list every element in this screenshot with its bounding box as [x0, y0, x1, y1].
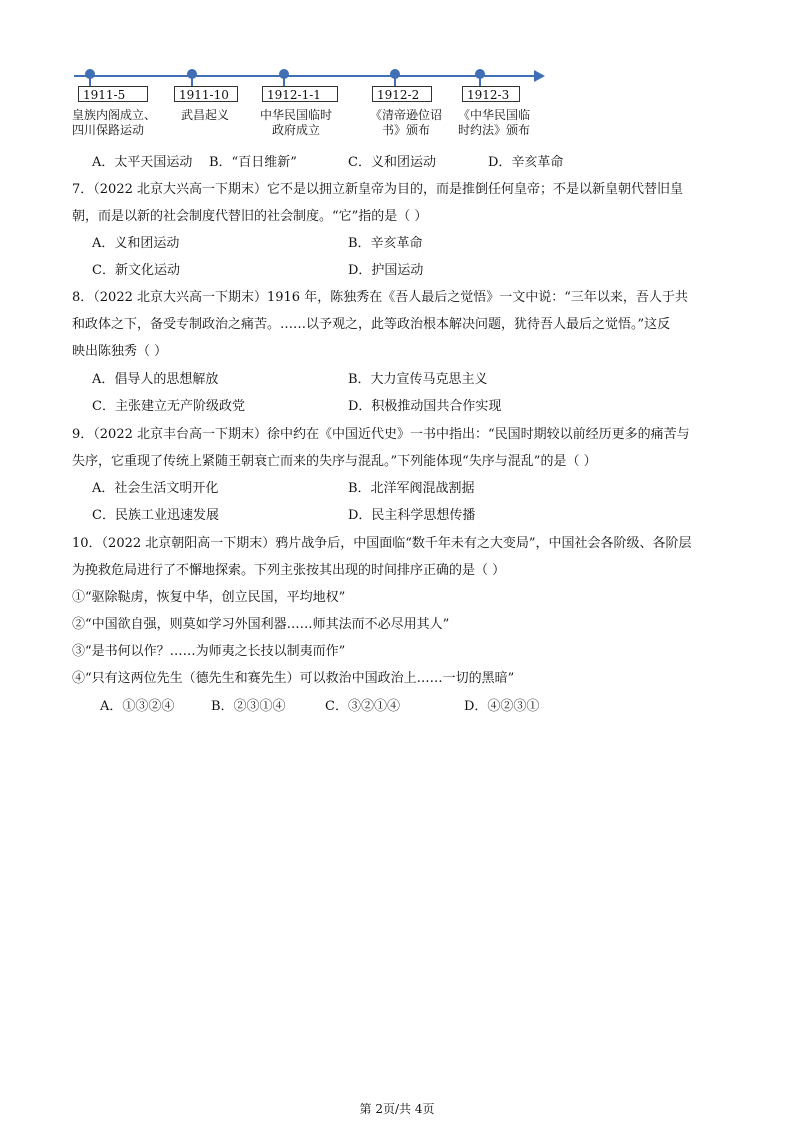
q8-stem-line: 映出陈独秀（ ）	[72, 344, 168, 359]
timeline-date-box: 1911-5	[78, 86, 148, 102]
q10-stem-line: 10．（2022 北京朝阳高一下期末）鸦片战争后，中国面临“数千年未有之大变局”，中国社会各阶级、各阶层	[72, 536, 692, 551]
timeline-diagram	[70, 62, 550, 162]
q10-option-a: A．①③②④	[100, 699, 175, 714]
timeline-stem	[191, 76, 193, 86]
timeline-event-label-line: 时约法》颁布	[457, 123, 530, 137]
q9-option-b: B．北洋军阀混战割据	[348, 481, 475, 496]
q6-option-c: C．义和团运动	[348, 155, 436, 170]
q9-option-d: D．民主科学思想传播	[348, 508, 476, 523]
q7-option-b: B．辛亥革命	[348, 236, 423, 251]
timeline-event-label	[250, 108, 342, 138]
timeline-stem	[283, 76, 285, 86]
timeline-stem	[89, 76, 91, 86]
timeline-date-box: 1912-1-1	[262, 86, 338, 102]
q8-stem-line: 8．（2022 北京大兴高一下期末）1916 年，陈独秀在《吾人最后之觉悟》一文中说：“三年以来，吾人于共	[72, 290, 688, 305]
timeline-stem	[479, 76, 481, 86]
q10-item-1: ①“驱除鞑虏，恢复中华，创立民国，平均地权”	[72, 590, 346, 605]
q9-stem-line: 9．（2022 北京丰台高一下期末）徐中约在《中国近代史》一书中指出：“民国时期较以前经历更多的痛苦与	[72, 427, 690, 442]
q8-option-b: B．大力宣传马克思主义	[348, 372, 488, 387]
q6-option-d: D．辛亥革命	[488, 155, 564, 170]
timeline-event-label-line: 书》颁布	[381, 123, 430, 137]
timeline-date-box: 1912-2	[372, 86, 432, 102]
q7-option-a: A．义和团运动	[92, 236, 180, 251]
timeline-event-label-line: 四川保路运动	[72, 123, 145, 137]
q7-stem-line: 7．（2022 北京大兴高一下期末）它不是以拥立新皇帝为目的，而是推倒任何皇帝；不是以新皇朝代替旧皇	[72, 182, 683, 197]
q8-option-d: D．积极推动国共合作实现	[348, 399, 502, 414]
timeline-event-label-line: 武昌起义	[180, 108, 229, 122]
timeline-event-label	[446, 108, 542, 138]
q7-stem-line: 朝，而是以新的社会制度代替旧的社会制度。“它”指的是（ ）	[72, 209, 428, 224]
q9-option-c: C．民族工业迅速发展	[92, 508, 219, 523]
timeline-axis	[74, 75, 538, 77]
q9-option-a: A．社会生活文明开化	[92, 481, 219, 496]
q10-option-b: B．②③①④	[211, 699, 286, 714]
timeline-event-label	[360, 108, 452, 138]
q6-option-b: B．“百日维新”	[209, 155, 297, 170]
timeline-stem	[394, 76, 396, 86]
q10-item-2: ②“中国欲自强，则莫如学习外国利器……师其法而不必尽用其人”	[72, 617, 450, 632]
timeline-date-box: 1911-10	[174, 86, 238, 102]
timeline-event-label-line: 政府成立	[271, 123, 320, 137]
timeline-event-label	[170, 108, 240, 123]
q7-option-c: C．新文化运动	[92, 263, 180, 278]
q10-item-4: ④“只有这两位先生（德先生和赛先生）可以救治中国政治上……一切的黑暗”	[72, 671, 515, 686]
timeline-event-label-line: 中华民国临时	[259, 108, 332, 122]
q7-option-d: D．护国运动	[348, 263, 424, 278]
q10-option-d: D．④②③①	[464, 699, 540, 714]
timeline-event-label-line: 《清帝逊位诏	[369, 108, 442, 122]
q10-item-3: ③“是书何以作？……为师夷之长技以制夷而作”	[72, 644, 346, 659]
q8-option-a: A．倡导人的思想解放	[92, 372, 219, 387]
q9-stem-line: 失序，它重现了传统上紧随王朝衰亡而来的失序与混乱。”下列能体现“失序与混乱”的是（ ）	[72, 454, 597, 469]
timeline-event-label-line: 皇族内阁成立、	[72, 108, 157, 122]
timeline-date-box: 1912-3	[462, 86, 520, 102]
q6-option-a: A．太平天国运动	[92, 155, 193, 170]
timeline-arrow-icon	[534, 70, 545, 82]
q8-stem-line: 和政体之下，备受专制政治之痛苦。……以予观之，此等政治根本解决问题，犹待吾人最后之觉悟。”这反	[72, 317, 671, 332]
q10-stem-line: 为挽救危局进行了不懈地探索。下列主张按其出现的时间排序正确的是（ ）	[72, 563, 506, 578]
page-footer: 第 2页/共 4页	[359, 1102, 435, 1116]
timeline-event-label	[72, 108, 168, 138]
q8-option-c: C．主张建立无产阶级政党	[92, 399, 245, 414]
q10-option-c: C．③②①④	[325, 699, 400, 714]
timeline-event-label-line: 《中华民国临	[457, 108, 530, 122]
